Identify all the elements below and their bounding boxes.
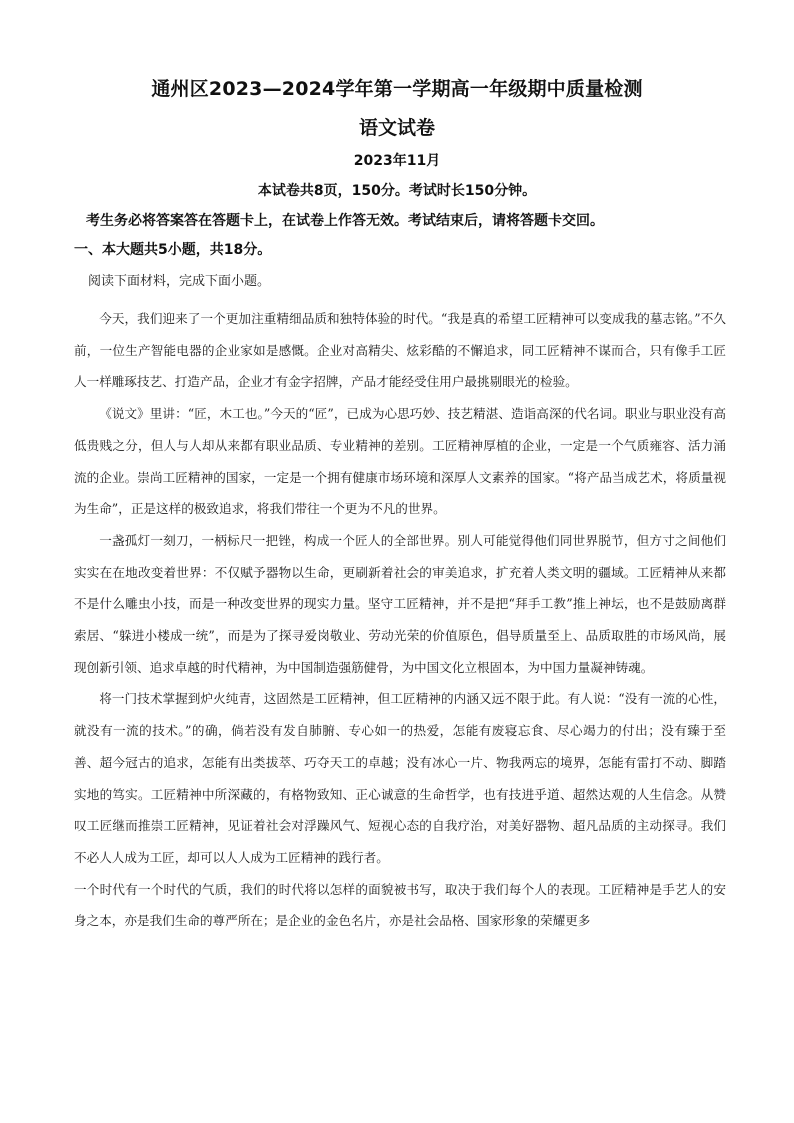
passage-paragraph-1: 今天，我们迎来了一个更加注重精细品质和独特体验的时代。“我是真的希望工匠精神可以变成我的墓志铭。”不久前，一位生产智能电器的企业家如是感慨。企业对高精尖、炫彩酷的不懈追求，同工匠精神不谋而合，只有像手工匠人一样雕琢技艺、打造产品，企业才有金字招牌，产品才能经受住用户最挑剔眼光的检验。 — [74, 311, 726, 390]
passage-paragraph-2: 《说文》里讲：“匠，木工也。”今天的“匠”，已成为心思巧妙、技艺精湛、造诣高深的代名词。职业与职业没有高低贵贱之分，但人与人却从来都有职业品质、专业精神的差别。工匠精神厚植的企业，一定是一个气质雍容、活力涌流的企业。崇尚工匠精神的国家，一定是一个拥有健康市场环境和深厚人文素养的国家。“将产品当成艺术，将质量视为生命”，正是这样的极致追求，将我们带往一个更为不凡的世界。 — [74, 406, 726, 517]
reading-passage — [74, 303, 726, 937]
exam-subject: 语文试卷 — [358, 117, 435, 139]
section-instruction: 阅读下面材料，完成下面小题。 — [88, 274, 271, 289]
exam-notice: 考生务必将答案答在答题卡上，在试卷上作答无效。考试结束后，请将答题卡交回。 — [86, 213, 604, 229]
section-heading: 一、本大题共5小题，共18分。 — [74, 242, 272, 258]
exam-date: 2023年11月 — [353, 153, 441, 169]
passage-paragraph-3: 一盏孤灯一刻刀，一柄标尺一把锉，构成一个匠人的全部世界。别人可能觉得他们同世界脱节，但方寸之间他们实实在在地改变着世界：不仅赋予器物以生命，更刷新着社会的审美追求，扩充着人类文明的疆域。工匠精神从来都不是什么雕虫小技，而是一种改变世界的现实力量。坚守工匠精神，并不是把“拜手工教”推上神坛，也不是鼓励离群索居、“躲进小楼成一统”，而是为了探寻爱岗敬业、劳动光荣的价值原色，倡导质量至上、品质取胜的市场风尚，展现创新引领、追求卓越的时代精神，为中国制造强筋健骨，为中国文化立根固本，为中国力量凝神铸魂。 — [74, 532, 726, 675]
exam-title: 通州区2023—2024学年第一学期高一年级期中质量检测 — [151, 78, 643, 100]
passage-paragraph-5: 一个时代有一个时代的气质，我们的时代将以怎样的面貌被书写，取决于我们每个人的表现。工匠精神是手艺人的安身之本，亦是我们生命的尊严所在；是企业的金色名片，亦是社会品格、国家形象的荣耀更多 — [74, 881, 726, 929]
exam-info: 本试卷共8页，150分。考试时长150分钟。 — [257, 183, 537, 199]
passage-paragraph-4: 将一门技术掌握到炉火纯青，这固然是工匠精神，但工匠精神的内涵又远不限于此。有人说：“没有一流的心性，就没有一流的技术。”的确，倘若没有发自肺腑、专心如一的热爱，怎能有废寝忘食、尽心竭力的付出；没有臻于至善、超今冠古的追求，怎能有出类拔萃、巧夺天工的卓越；没有冰心一片、物我两忘的境界，怎能有雷打不动、脚踏实地的笃实。工匠精神中所深藏的，有格物致知、正心诚意的生命哲学，也有技进乎道、超然达观的人生信念。从赞叹工匠继而推崇工匠精神，见证着社会对浮躁风气、短视心态的自我疗治，对美好器物、超凡品质的主动探寻。我们不必人人成为工匠，却可以人人成为工匠精神的践行者。 — [74, 691, 726, 865]
